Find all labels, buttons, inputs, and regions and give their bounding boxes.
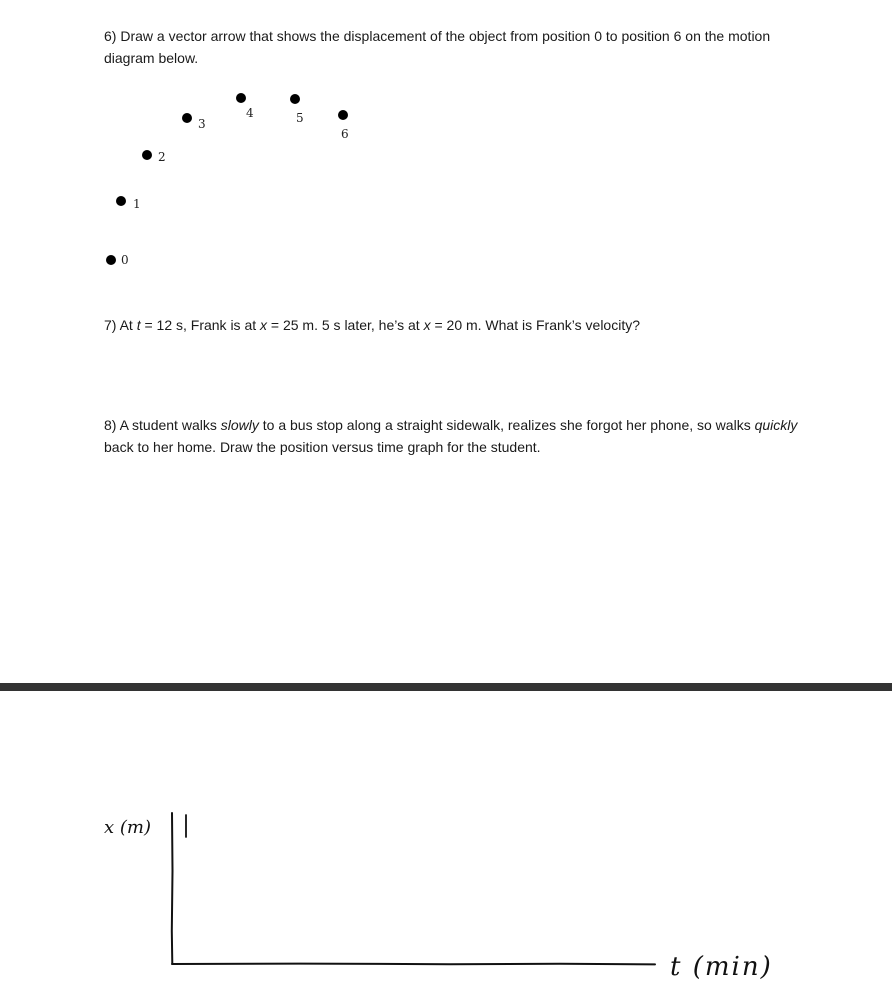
q7-part1: 7) At [104,317,137,333]
y-axis-label: x (m) [104,817,151,838]
y-axis-line [172,813,173,964]
question-7-text [104,314,804,336]
q7-var-t: t [136,317,141,333]
dot-position-4 [236,93,246,103]
q8-emphasis-quickly: quickly [754,417,798,433]
dot-position-1 [116,196,126,206]
question-8-text [104,414,804,458]
x-axis-label: t (min) [670,952,773,982]
section-divider [0,683,892,691]
label-position-5: 5 [296,111,304,125]
q7-part4: = 20 m. What is Frank’s velocity? [430,317,641,333]
dot-position-5 [290,94,300,104]
x-axis-line [172,964,655,965]
label-position-0: 0 [121,253,129,267]
dot-position-6 [338,110,348,120]
dot-position-3 [182,113,192,123]
dot-position-2 [142,150,152,160]
dot-position-0 [106,255,116,265]
label-position-4: 4 [246,106,254,120]
q7-var-x2: x [423,317,431,333]
q7-part2: = 12 s, Frank is at [140,317,261,333]
q8-part1: 8) A student walks [104,417,221,433]
q8-part2: to a bus stop along a straight sidewalk, realizes she forgot her phone, so walks [258,417,755,433]
label-position-1: 1 [133,197,141,211]
q8-emphasis-slowly: slowly [220,417,259,433]
label-position-3: 3 [198,117,206,131]
q8-part3: back to her home. Draw the position versus time graph for the student. [104,439,541,455]
label-position-6: 6 [341,127,349,141]
label-position-2: 2 [158,150,166,164]
q7-part3: = 25 m. 5 s later, he’s at [267,317,424,333]
question-6-text: 6) Draw a vector arrow that shows the displacement of the object from position 0 to position 6 on the motion diagram below. [104,28,771,66]
q7-var-x1: x [260,317,268,333]
